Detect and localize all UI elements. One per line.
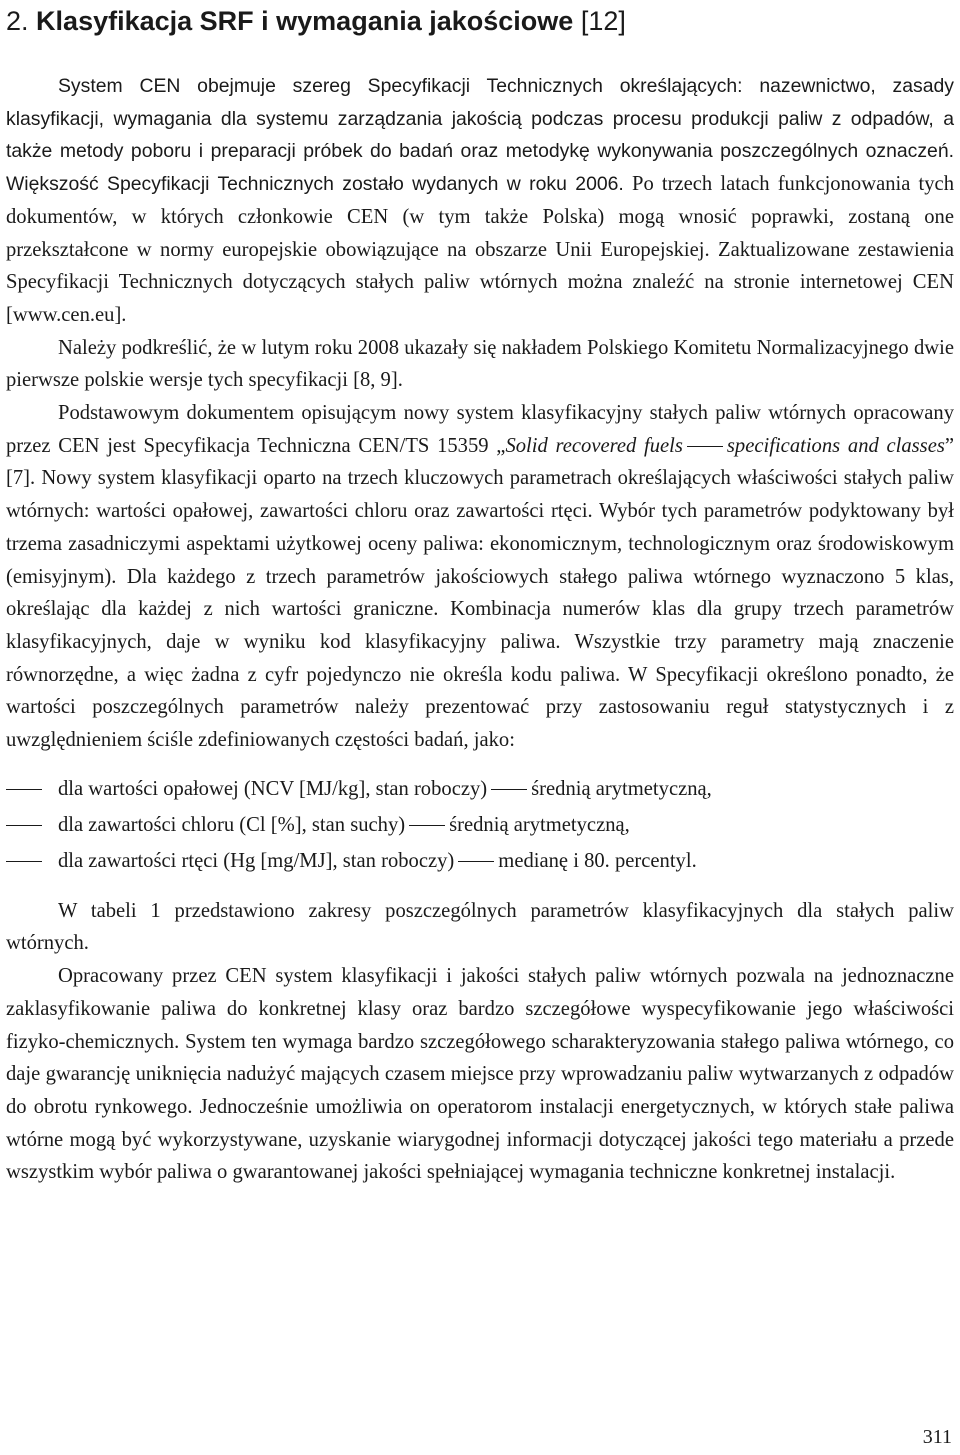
em-dash	[409, 825, 445, 828]
list-item-parameter: dla zawartości rtęci (Hg [mg/MJ], stan roboczy)	[58, 849, 455, 872]
paragraph-classification-system	[6, 397, 954, 757]
list-item-parameter: dla zawartości chloru (Cl [%], stan suchy)	[58, 813, 406, 836]
list-item-statistic: medianę i 80. percentyl.	[498, 849, 697, 872]
section-number: 2.	[6, 6, 29, 36]
section-citation: [12]	[580, 6, 626, 36]
em-dash	[491, 789, 527, 792]
standard-citation: ” [7].	[6, 434, 954, 490]
document-page	[6, 0, 954, 1184]
section-title: Klasyfikacja SRF i wymagania jakościowe	[36, 6, 574, 36]
em-dash	[458, 861, 494, 864]
paragraph-classification-lead: Podstawowym dokumentem opisującym nowy system klasyfikacyjny stałych paliw wtórnych opracowany przez CEN jest Specyfikacja Techniczna CEN/TS 15359 „	[6, 402, 954, 457]
standard-title-part1: Solid recovered fuels	[505, 434, 683, 457]
list-item-statistic: średnią arytmetyczną,	[449, 813, 630, 836]
em-dash	[687, 446, 723, 449]
paragraph-classification-rest: Nowy system klasyfikacji oparto na trzech kluczowych parametrach określających właściwości stałych paliw wtórnych: wartości opałowej, zawartości chloru oraz zawartości rtęci. Wybór tych parametrów podyktowany był trzema zasadniczymi aspektami użytkowej oceny paliwa: ekonomicznym, technologicznym oraz środowiskowym (emisyjnym). Dla każdego z trzech parametrów jakościowych stałego paliwa wtórnego wyznaczono 5 klas, określając dla każdej z nich wartości graniczne. Kombinacja numerów klas dla grupy trzech parametrów klasyfikacyjnych, daje w wyniku kod klasyfikacyjny paliwa. Wszystkie trzy parametry mają znaczenie równorzędne, a więc żadna z cyfr pojedynczo nie określa kodu paliwa. W Specyfikacji określono ponadto, że wartości poszczególnych parametrów należy prezentować przy zastosowaniu reguł statystycznych i z uwzględnieniem ściśle zdefiniowanych częstości badań, jako:	[6, 467, 954, 752]
paragraph-table-reference: W tabeli 1 przedstawiono zakresy poszczególnych parametrów klasyfikacyjnych dla stałych paliw wtórnych.	[6, 899, 954, 955]
list-item	[6, 807, 954, 843]
standard-title-part2: specifications and classes	[726, 434, 945, 457]
list-item-parameter: dla wartości opałowej (NCV [MJ/kg], stan roboczy)	[58, 777, 488, 800]
paragraph-cen-system-part1: System CEN obejmuje szereg Specyfikacji Technicznych określających: nazewnictwo, zasady klasyfikacji, wymagania dla systemu zarządzania jakością podczas procesu produkcji paliw z odpadów, a także metody poboru i preparacji próbek do badań oraz metodykę wykonywania poszczególnych oznaczeń. Większość Specyfikacji Technicznych zostało wydanych w roku 2006.	[6, 75, 954, 196]
paragraph-cen-system	[6, 70, 954, 332]
paragraph-system-benefits: Opracowany przez CEN system klasyfikacji i jakości stałych paliw wtórnych pozwala na jednoznaczne zaklasyfikowanie paliwa do konkretnej klasy oraz bardzo szczegółowe wyspecyfikowanie jego właściwości fizyko-chemicznych. System ten wymaga bardzo szczegółowego scharakteryzowania stałego paliwa wtórnego, co daje gwarancję uniknięcia nadużyć mających czasem miejsce przy wprowadzaniu paliw wytwarzanych z odpadów do obrotu rynkowego. Jednocześnie umożliwia on operatorom instalacji energetycznych, w których stałe paliwa wtórne mogą być wykorzystywane, uzyskanie wiarygodnej informacji dotyczącej jakości tego materiału a przede wszystkim wybór paliwa o gwarantowanej jakości spełniającej wymagania techniczne konkretnej instalacji.	[6, 965, 954, 1184]
page-number: 311	[922, 1426, 952, 1448]
list-item-statistic: średnią arytmetyczną,	[531, 777, 712, 800]
paragraph-pkn-versions: Należy podkreślić, że w lutym roku 2008 ukazały się nakładem Polskiego Komitetu Normalizacyjnego dwie pierwsze polskie wersje tych specyfikacji [8, 9].	[6, 336, 954, 392]
parameter-list	[6, 771, 954, 879]
section-heading	[6, 0, 954, 42]
list-item	[6, 771, 954, 807]
paragraph-cen-system-part2: Po trzech latach funkcjonowania tych dokumentów, w których członkowie CEN (w tym także Polska) mogą wnosić poprawki, zostaną one przekształcone w normy europejskie obowiązujące na obszarze Unii Europejskiej. Zaktualizowane zestawienia Specyfikacji Technicznych dotyczących stałych paliw wtórnych można znaleźć na stronie internetowej CEN [www.cen.eu].	[6, 173, 954, 326]
body-text	[6, 70, 954, 1189]
list-item	[6, 843, 954, 879]
